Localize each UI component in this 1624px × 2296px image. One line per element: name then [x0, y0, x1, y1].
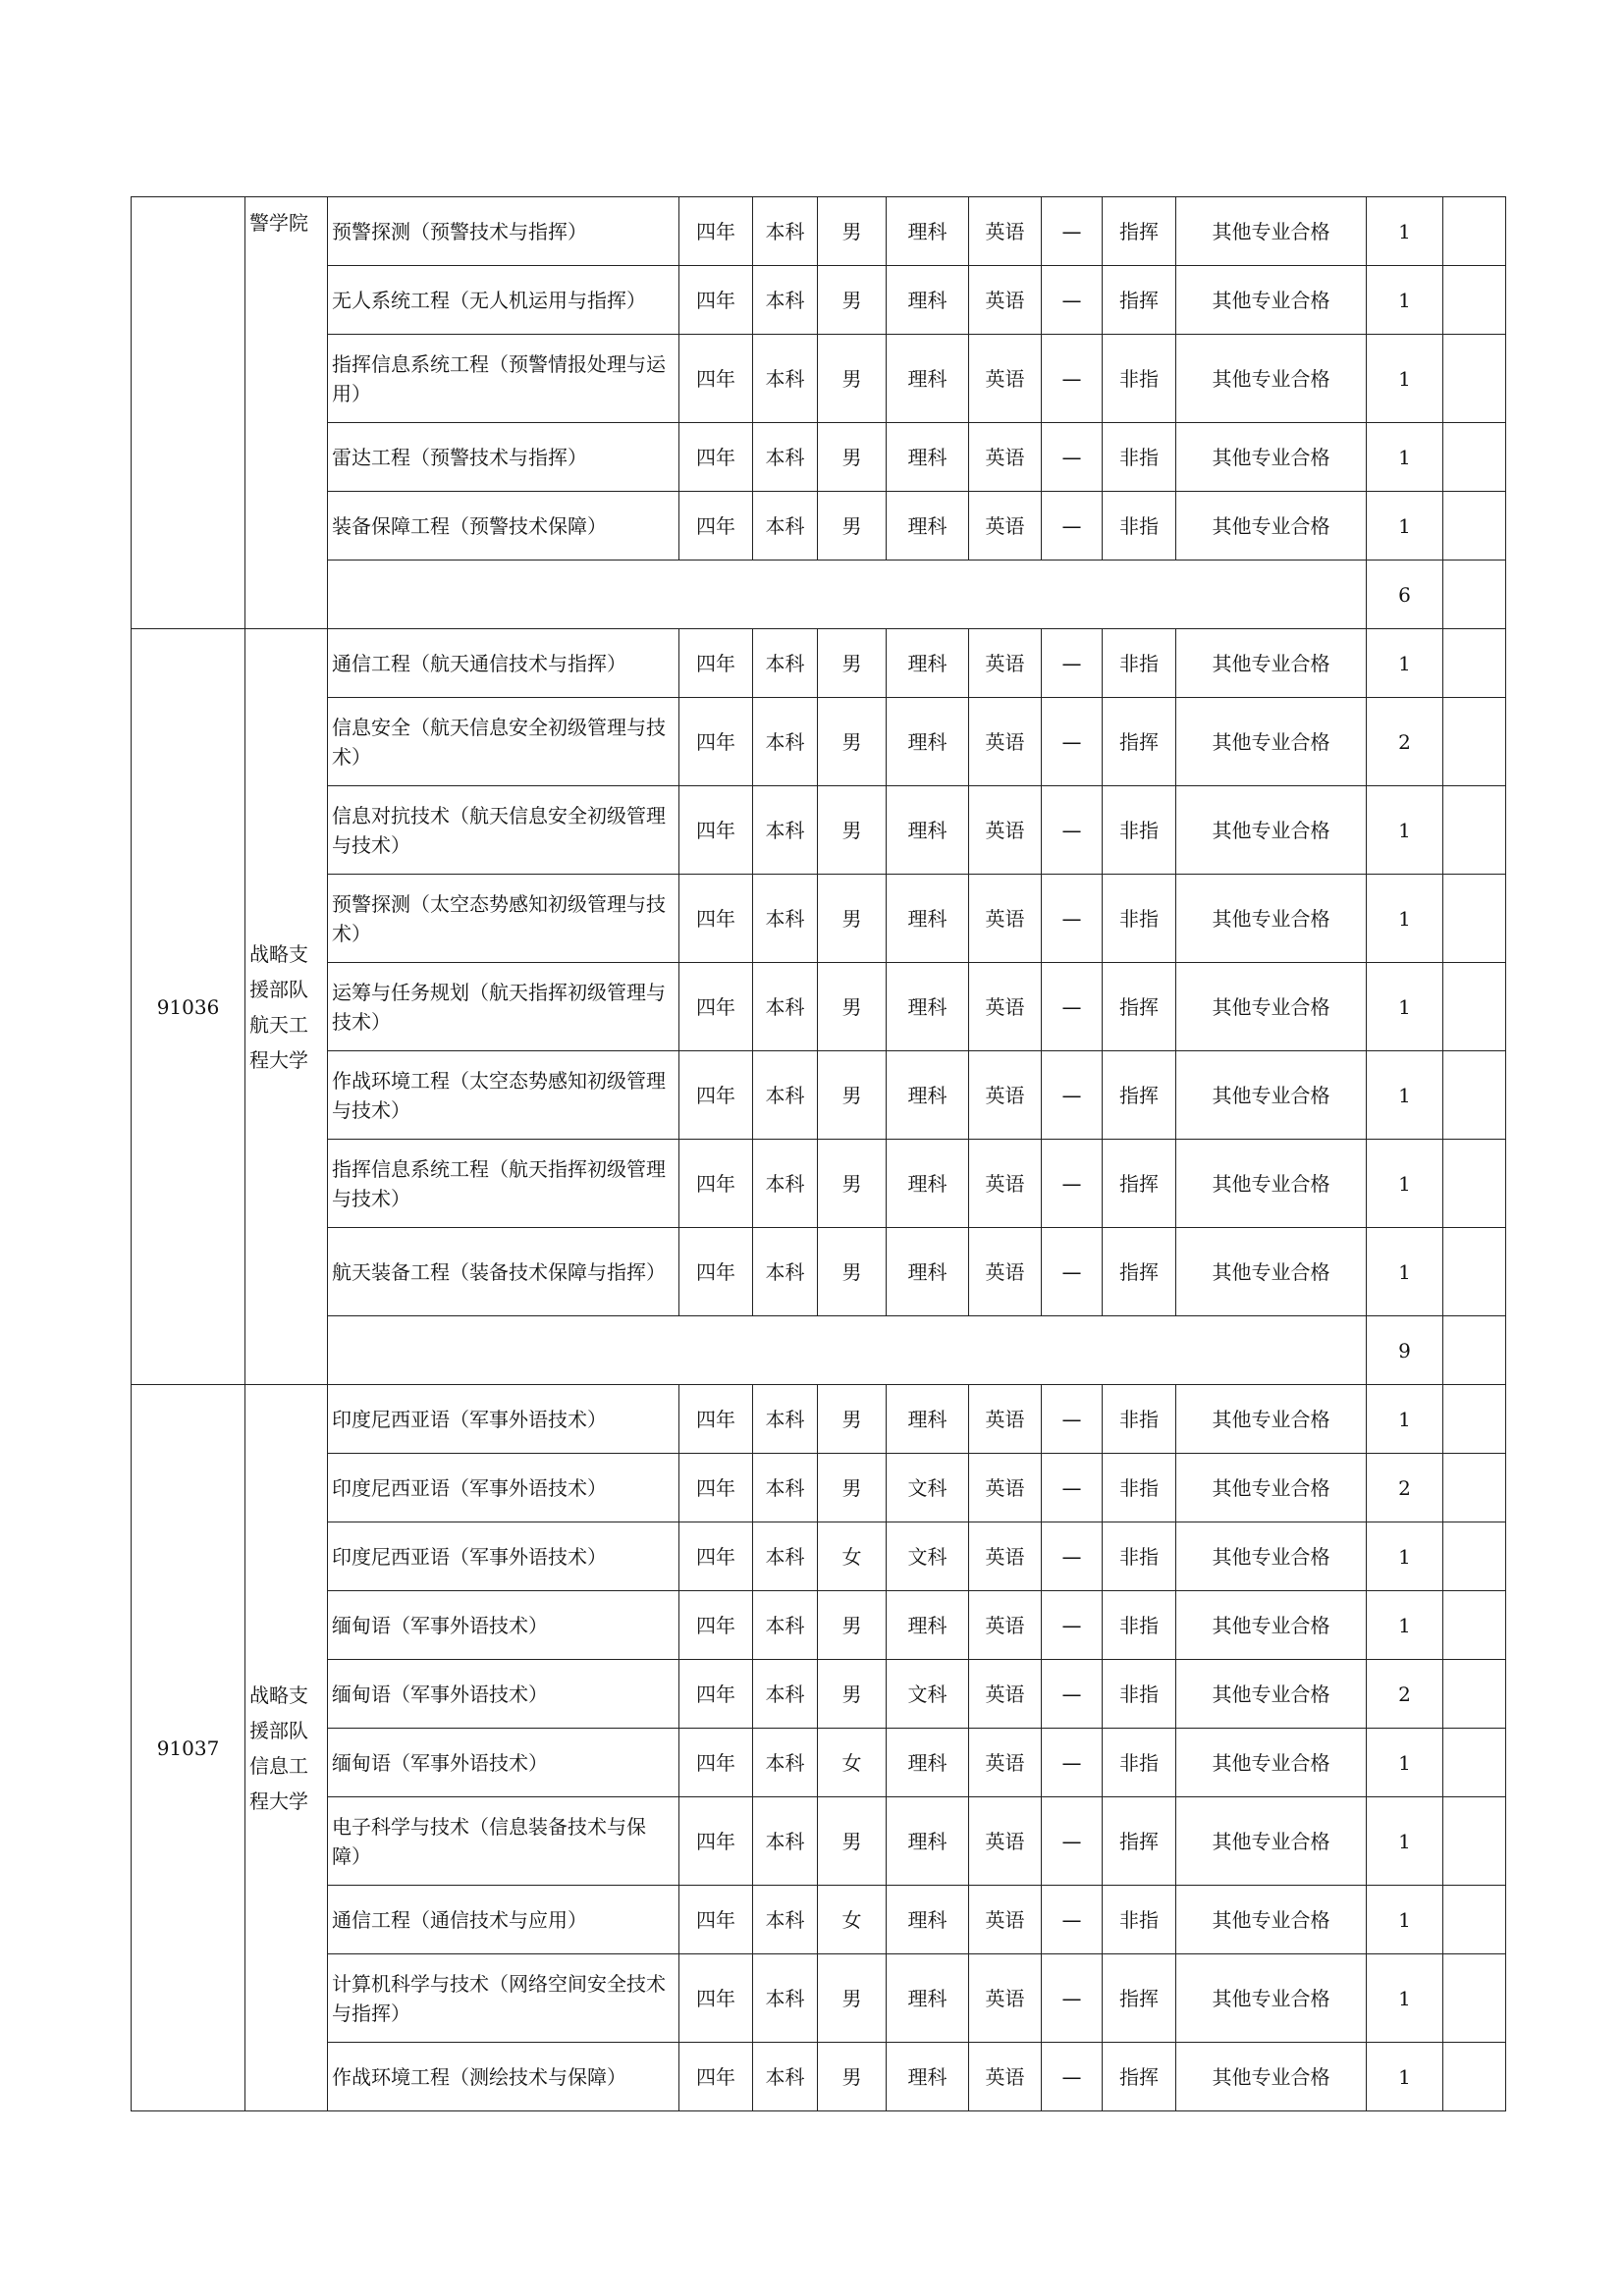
- table-row: [132, 335, 1506, 423]
- duration-cell: 四年: [679, 1886, 753, 1954]
- degree-level-cell: 本科: [753, 2043, 818, 2111]
- remarks-cell: [1443, 1797, 1506, 1886]
- quota-cell: 1: [1367, 1954, 1443, 2043]
- duration-cell: 四年: [679, 1729, 753, 1797]
- subject-track-cell: 理科: [887, 698, 969, 786]
- dash-cell: —: [1042, 2043, 1103, 2111]
- role-type-cell: 非指: [1103, 1886, 1176, 1954]
- quota-cell: 1: [1367, 266, 1443, 335]
- duration-cell: 四年: [679, 629, 753, 698]
- foreign-language-cell: 英语: [969, 266, 1042, 335]
- foreign-language-cell: 英语: [969, 629, 1042, 698]
- subject-track-cell: 理科: [887, 492, 969, 561]
- major-cell: 无人系统工程（无人机运用与指挥）: [328, 266, 679, 335]
- subject-track-cell: 理科: [887, 1385, 969, 1454]
- gender-cell: 男: [818, 698, 887, 786]
- duration-cell: 四年: [679, 963, 753, 1051]
- subject-track-cell: 理科: [887, 1797, 969, 1886]
- table-row: [132, 197, 1506, 266]
- gender-cell: 男: [818, 335, 887, 423]
- subject-track-cell: 文科: [887, 1660, 969, 1729]
- major-cell: 运筹与任务规划（航天指挥初级管理与技术）: [328, 963, 679, 1051]
- foreign-language-cell: 英语: [969, 1886, 1042, 1954]
- foreign-language-cell: 英语: [969, 1729, 1042, 1797]
- dash-cell: —: [1042, 335, 1103, 423]
- quota-cell: 2: [1367, 1454, 1443, 1522]
- duration-cell: 四年: [679, 1228, 753, 1316]
- degree-level-cell: 本科: [753, 786, 818, 875]
- remarks-cell: [1443, 1660, 1506, 1729]
- quota-cell: 1: [1367, 1051, 1443, 1140]
- subject-track-cell: 理科: [887, 1051, 969, 1140]
- major-cell: 预警探测（预警技术与指挥）: [328, 197, 679, 266]
- degree-level-cell: 本科: [753, 1729, 818, 1797]
- role-type-cell: 指挥: [1103, 2043, 1176, 2111]
- quota-cell: 1: [1367, 1886, 1443, 1954]
- role-type-cell: 指挥: [1103, 1140, 1176, 1228]
- dash-cell: —: [1042, 492, 1103, 561]
- table-row: [132, 1591, 1506, 1660]
- foreign-language-cell: 英语: [969, 1140, 1042, 1228]
- requirement-cell: 其他专业合格: [1176, 1140, 1367, 1228]
- role-type-cell: 非指: [1103, 423, 1176, 492]
- major-cell: 印度尼西亚语（军事外语技术）: [328, 1522, 679, 1591]
- subject-track-cell: 理科: [887, 197, 969, 266]
- gender-cell: 男: [818, 423, 887, 492]
- role-type-cell: 非指: [1103, 1591, 1176, 1660]
- duration-cell: 四年: [679, 492, 753, 561]
- gender-cell: 男: [818, 2043, 887, 2111]
- major-cell: 雷达工程（预警技术与指挥）: [328, 423, 679, 492]
- institution-code-cell: 91036: [132, 629, 245, 1385]
- subject-track-cell: 理科: [887, 875, 969, 963]
- role-type-cell: 非指: [1103, 1454, 1176, 1522]
- dash-cell: —: [1042, 1385, 1103, 1454]
- gender-cell: 男: [818, 1140, 887, 1228]
- degree-level-cell: 本科: [753, 875, 818, 963]
- duration-cell: 四年: [679, 197, 753, 266]
- foreign-language-cell: 英语: [969, 1591, 1042, 1660]
- role-type-cell: 指挥: [1103, 1051, 1176, 1140]
- subject-track-cell: 理科: [887, 1886, 969, 1954]
- major-cell: 通信工程（通信技术与应用）: [328, 1886, 679, 1954]
- gender-cell: 女: [818, 1522, 887, 1591]
- major-cell: 缅甸语（军事外语技术）: [328, 1660, 679, 1729]
- remarks-cell: [1443, 335, 1506, 423]
- institution-name-cell: 警学院: [245, 197, 328, 629]
- remarks-cell: [1443, 1454, 1506, 1522]
- degree-level-cell: 本科: [753, 698, 818, 786]
- major-cell: 缅甸语（军事外语技术）: [328, 1591, 679, 1660]
- degree-level-cell: 本科: [753, 1660, 818, 1729]
- dash-cell: —: [1042, 1051, 1103, 1140]
- foreign-language-cell: 英语: [969, 1660, 1042, 1729]
- degree-level-cell: 本科: [753, 1591, 818, 1660]
- major-cell: 计算机科学与技术（网络空间安全技术与指挥）: [328, 1954, 679, 2043]
- foreign-language-cell: 英语: [969, 492, 1042, 561]
- quota-cell: 1: [1367, 1729, 1443, 1797]
- duration-cell: 四年: [679, 266, 753, 335]
- major-cell: 通信工程（航天通信技术与指挥）: [328, 629, 679, 698]
- subtotal-cell: 6: [1367, 561, 1443, 629]
- quota-cell: 1: [1367, 423, 1443, 492]
- table-row: [132, 1140, 1506, 1228]
- remarks-cell: [1443, 492, 1506, 561]
- degree-level-cell: 本科: [753, 1051, 818, 1140]
- major-cell: 装备保障工程（预警技术保障）: [328, 492, 679, 561]
- remarks-cell: [1443, 1591, 1506, 1660]
- dash-cell: —: [1042, 1660, 1103, 1729]
- remarks-cell: [1443, 698, 1506, 786]
- remarks-cell: [1443, 197, 1506, 266]
- role-type-cell: 指挥: [1103, 266, 1176, 335]
- table-row: [132, 1051, 1506, 1140]
- quota-cell: 1: [1367, 1385, 1443, 1454]
- table-row: [132, 629, 1506, 698]
- degree-level-cell: 本科: [753, 423, 818, 492]
- quota-cell: 1: [1367, 1797, 1443, 1886]
- role-type-cell: 指挥: [1103, 698, 1176, 786]
- foreign-language-cell: 英语: [969, 1797, 1042, 1886]
- remarks-cell: [1443, 266, 1506, 335]
- foreign-language-cell: 英语: [969, 1954, 1042, 2043]
- degree-level-cell: 本科: [753, 1522, 818, 1591]
- table-row: [132, 1228, 1506, 1316]
- requirement-cell: 其他专业合格: [1176, 1886, 1367, 1954]
- duration-cell: 四年: [679, 1591, 753, 1660]
- duration-cell: 四年: [679, 1051, 753, 1140]
- role-type-cell: 指挥: [1103, 963, 1176, 1051]
- quota-cell: 1: [1367, 1522, 1443, 1591]
- subject-track-cell: 文科: [887, 1522, 969, 1591]
- degree-level-cell: 本科: [753, 1385, 818, 1454]
- requirement-cell: 其他专业合格: [1176, 1660, 1367, 1729]
- role-type-cell: 非指: [1103, 629, 1176, 698]
- requirement-cell: 其他专业合格: [1176, 1797, 1367, 1886]
- quota-cell: 1: [1367, 1591, 1443, 1660]
- gender-cell: 男: [818, 1797, 887, 1886]
- quota-cell: 1: [1367, 875, 1443, 963]
- quota-cell: 2: [1367, 1660, 1443, 1729]
- requirement-cell: 其他专业合格: [1176, 423, 1367, 492]
- degree-level-cell: 本科: [753, 1228, 818, 1316]
- duration-cell: 四年: [679, 1385, 753, 1454]
- requirement-cell: 其他专业合格: [1176, 1522, 1367, 1591]
- requirement-cell: 其他专业合格: [1176, 492, 1367, 561]
- requirement-cell: 其他专业合格: [1176, 875, 1367, 963]
- major-cell: 电子科学与技术（信息装备技术与保障）: [328, 1797, 679, 1886]
- gender-cell: 男: [818, 1051, 887, 1140]
- role-type-cell: 非指: [1103, 1729, 1176, 1797]
- dash-cell: —: [1042, 875, 1103, 963]
- table-body: [132, 197, 1506, 2111]
- quota-cell: 1: [1367, 492, 1443, 561]
- remarks-cell: [1443, 1228, 1506, 1316]
- gender-cell: 男: [818, 1454, 887, 1522]
- gender-cell: 男: [818, 1954, 887, 2043]
- requirement-cell: 其他专业合格: [1176, 963, 1367, 1051]
- table-row: [132, 1385, 1506, 1454]
- major-cell: 印度尼西亚语（军事外语技术）: [328, 1385, 679, 1454]
- requirement-cell: 其他专业合格: [1176, 335, 1367, 423]
- dash-cell: —: [1042, 1886, 1103, 1954]
- requirement-cell: 其他专业合格: [1176, 1591, 1367, 1660]
- requirement-cell: 其他专业合格: [1176, 1228, 1367, 1316]
- subject-track-cell: 理科: [887, 1140, 969, 1228]
- remarks-cell: [1443, 1051, 1506, 1140]
- gender-cell: 男: [818, 963, 887, 1051]
- requirement-cell: 其他专业合格: [1176, 1385, 1367, 1454]
- foreign-language-cell: 英语: [969, 875, 1042, 963]
- subject-track-cell: 理科: [887, 335, 969, 423]
- gender-cell: 男: [818, 1385, 887, 1454]
- degree-level-cell: 本科: [753, 1886, 818, 1954]
- gender-cell: 女: [818, 1729, 887, 1797]
- dash-cell: —: [1042, 423, 1103, 492]
- role-type-cell: 指挥: [1103, 197, 1176, 266]
- quota-cell: 2: [1367, 698, 1443, 786]
- major-cell: 指挥信息系统工程（航天指挥初级管理与技术）: [328, 1140, 679, 1228]
- requirement-cell: 其他专业合格: [1176, 786, 1367, 875]
- quota-cell: 1: [1367, 335, 1443, 423]
- table-row: [132, 698, 1506, 786]
- dash-cell: —: [1042, 1797, 1103, 1886]
- dash-cell: —: [1042, 1140, 1103, 1228]
- table-row: [132, 875, 1506, 963]
- table-row: [132, 492, 1506, 561]
- remarks-cell: [1443, 1954, 1506, 2043]
- gender-cell: 男: [818, 786, 887, 875]
- remarks-cell: [1443, 629, 1506, 698]
- duration-cell: 四年: [679, 423, 753, 492]
- requirement-cell: 其他专业合格: [1176, 1954, 1367, 2043]
- gender-cell: 男: [818, 492, 887, 561]
- requirement-cell: 其他专业合格: [1176, 1729, 1367, 1797]
- role-type-cell: 非指: [1103, 786, 1176, 875]
- requirement-cell: 其他专业合格: [1176, 1051, 1367, 1140]
- requirement-cell: 其他专业合格: [1176, 2043, 1367, 2111]
- duration-cell: 四年: [679, 698, 753, 786]
- dash-cell: —: [1042, 786, 1103, 875]
- subject-track-cell: 理科: [887, 1729, 969, 1797]
- dash-cell: —: [1042, 1228, 1103, 1316]
- dash-cell: —: [1042, 1454, 1103, 1522]
- quota-cell: 1: [1367, 629, 1443, 698]
- remarks-cell: [1443, 1729, 1506, 1797]
- degree-level-cell: 本科: [753, 1140, 818, 1228]
- foreign-language-cell: 英语: [969, 1522, 1042, 1591]
- foreign-language-cell: 英语: [969, 1051, 1042, 1140]
- remarks-cell: [1443, 1522, 1506, 1591]
- degree-level-cell: 本科: [753, 335, 818, 423]
- duration-cell: 四年: [679, 1954, 753, 2043]
- gender-cell: 男: [818, 266, 887, 335]
- duration-cell: 四年: [679, 335, 753, 423]
- table-row: [132, 963, 1506, 1051]
- degree-level-cell: 本科: [753, 197, 818, 266]
- dash-cell: —: [1042, 698, 1103, 786]
- requirement-cell: 其他专业合格: [1176, 629, 1367, 698]
- dash-cell: —: [1042, 266, 1103, 335]
- quota-cell: 1: [1367, 1140, 1443, 1228]
- major-cell: 指挥信息系统工程（预警情报处理与运用）: [328, 335, 679, 423]
- table-row: [132, 423, 1506, 492]
- table-row: [132, 1886, 1506, 1954]
- role-type-cell: 指挥: [1103, 1228, 1176, 1316]
- subject-track-cell: 理科: [887, 1954, 969, 2043]
- role-type-cell: 指挥: [1103, 1954, 1176, 2043]
- remarks-cell: [1443, 1140, 1506, 1228]
- gender-cell: 女: [818, 1886, 887, 1954]
- major-cell: 印度尼西亚语（军事外语技术）: [328, 1454, 679, 1522]
- dash-cell: —: [1042, 1522, 1103, 1591]
- institution-code-cell: 91037: [132, 1385, 245, 2111]
- role-type-cell: 非指: [1103, 492, 1176, 561]
- major-cell: 作战环境工程（太空态势感知初级管理与技术）: [328, 1051, 679, 1140]
- table-row: [132, 1454, 1506, 1522]
- foreign-language-cell: 英语: [969, 2043, 1042, 2111]
- degree-level-cell: 本科: [753, 1454, 818, 1522]
- degree-level-cell: 本科: [753, 963, 818, 1051]
- remarks-cell: [1443, 786, 1506, 875]
- requirement-cell: 其他专业合格: [1176, 197, 1367, 266]
- gender-cell: 男: [818, 197, 887, 266]
- gender-cell: 男: [818, 1591, 887, 1660]
- foreign-language-cell: 英语: [969, 1228, 1042, 1316]
- duration-cell: 四年: [679, 1454, 753, 1522]
- subject-track-cell: 理科: [887, 2043, 969, 2111]
- requirement-cell: 其他专业合格: [1176, 266, 1367, 335]
- foreign-language-cell: 英语: [969, 197, 1042, 266]
- duration-cell: 四年: [679, 1797, 753, 1886]
- table-row: [132, 1660, 1506, 1729]
- enrollment-table: [131, 196, 1506, 2111]
- duration-cell: 四年: [679, 2043, 753, 2111]
- subtotal-row: [132, 561, 1506, 629]
- quota-cell: 1: [1367, 786, 1443, 875]
- subject-track-cell: 理科: [887, 963, 969, 1051]
- dash-cell: —: [1042, 1954, 1103, 2043]
- role-type-cell: 非指: [1103, 335, 1176, 423]
- subject-track-cell: 理科: [887, 1591, 969, 1660]
- dash-cell: —: [1042, 1591, 1103, 1660]
- table-row: [132, 1729, 1506, 1797]
- remarks-cell: [1443, 2043, 1506, 2111]
- dash-cell: —: [1042, 963, 1103, 1051]
- subject-track-cell: 理科: [887, 629, 969, 698]
- table-row: [132, 786, 1506, 875]
- remarks-cell: [1443, 1316, 1506, 1385]
- foreign-language-cell: 英语: [969, 963, 1042, 1051]
- duration-cell: 四年: [679, 1140, 753, 1228]
- table-row: [132, 266, 1506, 335]
- subject-track-cell: 理科: [887, 266, 969, 335]
- role-type-cell: 非指: [1103, 1660, 1176, 1729]
- gender-cell: 男: [818, 1228, 887, 1316]
- quota-cell: 1: [1367, 197, 1443, 266]
- quota-cell: 1: [1367, 2043, 1443, 2111]
- table-row: [132, 1522, 1506, 1591]
- duration-cell: 四年: [679, 875, 753, 963]
- subject-track-cell: 文科: [887, 1454, 969, 1522]
- subject-track-cell: 理科: [887, 423, 969, 492]
- dash-cell: —: [1042, 1729, 1103, 1797]
- requirement-cell: 其他专业合格: [1176, 1454, 1367, 1522]
- duration-cell: 四年: [679, 1660, 753, 1729]
- institution-code-cell: [132, 197, 245, 629]
- degree-level-cell: 本科: [753, 266, 818, 335]
- remarks-cell: [1443, 875, 1506, 963]
- institution-name-cell: 战略支援部队航天工程大学: [245, 629, 328, 1385]
- role-type-cell: 指挥: [1103, 1797, 1176, 1886]
- foreign-language-cell: 英语: [969, 423, 1042, 492]
- table-row: [132, 2043, 1506, 2111]
- foreign-language-cell: 英语: [969, 1454, 1042, 1522]
- major-cell: 航天装备工程（装备技术保障与指挥）: [328, 1228, 679, 1316]
- remarks-cell: [1443, 423, 1506, 492]
- remarks-cell: [1443, 963, 1506, 1051]
- subtotal-cell: 9: [1367, 1316, 1443, 1385]
- remarks-cell: [1443, 1385, 1506, 1454]
- degree-level-cell: 本科: [753, 1954, 818, 2043]
- duration-cell: 四年: [679, 1522, 753, 1591]
- major-cell: 信息安全（航天信息安全初级管理与技术）: [328, 698, 679, 786]
- subtotal-row: [132, 1316, 1506, 1385]
- remarks-cell: [1443, 561, 1506, 629]
- remarks-cell: [1443, 1886, 1506, 1954]
- foreign-language-cell: 英语: [969, 1385, 1042, 1454]
- institution-name-cell: 战略支援部队信息工程大学: [245, 1385, 328, 2111]
- dash-cell: —: [1042, 197, 1103, 266]
- subject-track-cell: 理科: [887, 786, 969, 875]
- foreign-language-cell: 英语: [969, 698, 1042, 786]
- gender-cell: 男: [818, 875, 887, 963]
- foreign-language-cell: 英语: [969, 786, 1042, 875]
- role-type-cell: 非指: [1103, 1522, 1176, 1591]
- foreign-language-cell: 英语: [969, 335, 1042, 423]
- dash-cell: —: [1042, 629, 1103, 698]
- gender-cell: 男: [818, 1660, 887, 1729]
- quota-cell: 1: [1367, 963, 1443, 1051]
- gender-cell: 男: [818, 629, 887, 698]
- major-cell: 信息对抗技术（航天信息安全初级管理与技术）: [328, 786, 679, 875]
- degree-level-cell: 本科: [753, 1797, 818, 1886]
- major-cell: 作战环境工程（测绘技术与保障）: [328, 2043, 679, 2111]
- degree-level-cell: 本科: [753, 492, 818, 561]
- table-row: [132, 1954, 1506, 2043]
- major-cell: 缅甸语（军事外语技术）: [328, 1729, 679, 1797]
- requirement-cell: 其他专业合格: [1176, 698, 1367, 786]
- subtotal-blank-cell: [328, 1316, 1367, 1385]
- role-type-cell: 非指: [1103, 875, 1176, 963]
- degree-level-cell: 本科: [753, 629, 818, 698]
- major-cell: 预警探测（太空态势感知初级管理与技术）: [328, 875, 679, 963]
- quota-cell: 1: [1367, 1228, 1443, 1316]
- table-row: [132, 1797, 1506, 1886]
- duration-cell: 四年: [679, 786, 753, 875]
- subtotal-blank-cell: [328, 561, 1367, 629]
- role-type-cell: 非指: [1103, 1385, 1176, 1454]
- subject-track-cell: 理科: [887, 1228, 969, 1316]
